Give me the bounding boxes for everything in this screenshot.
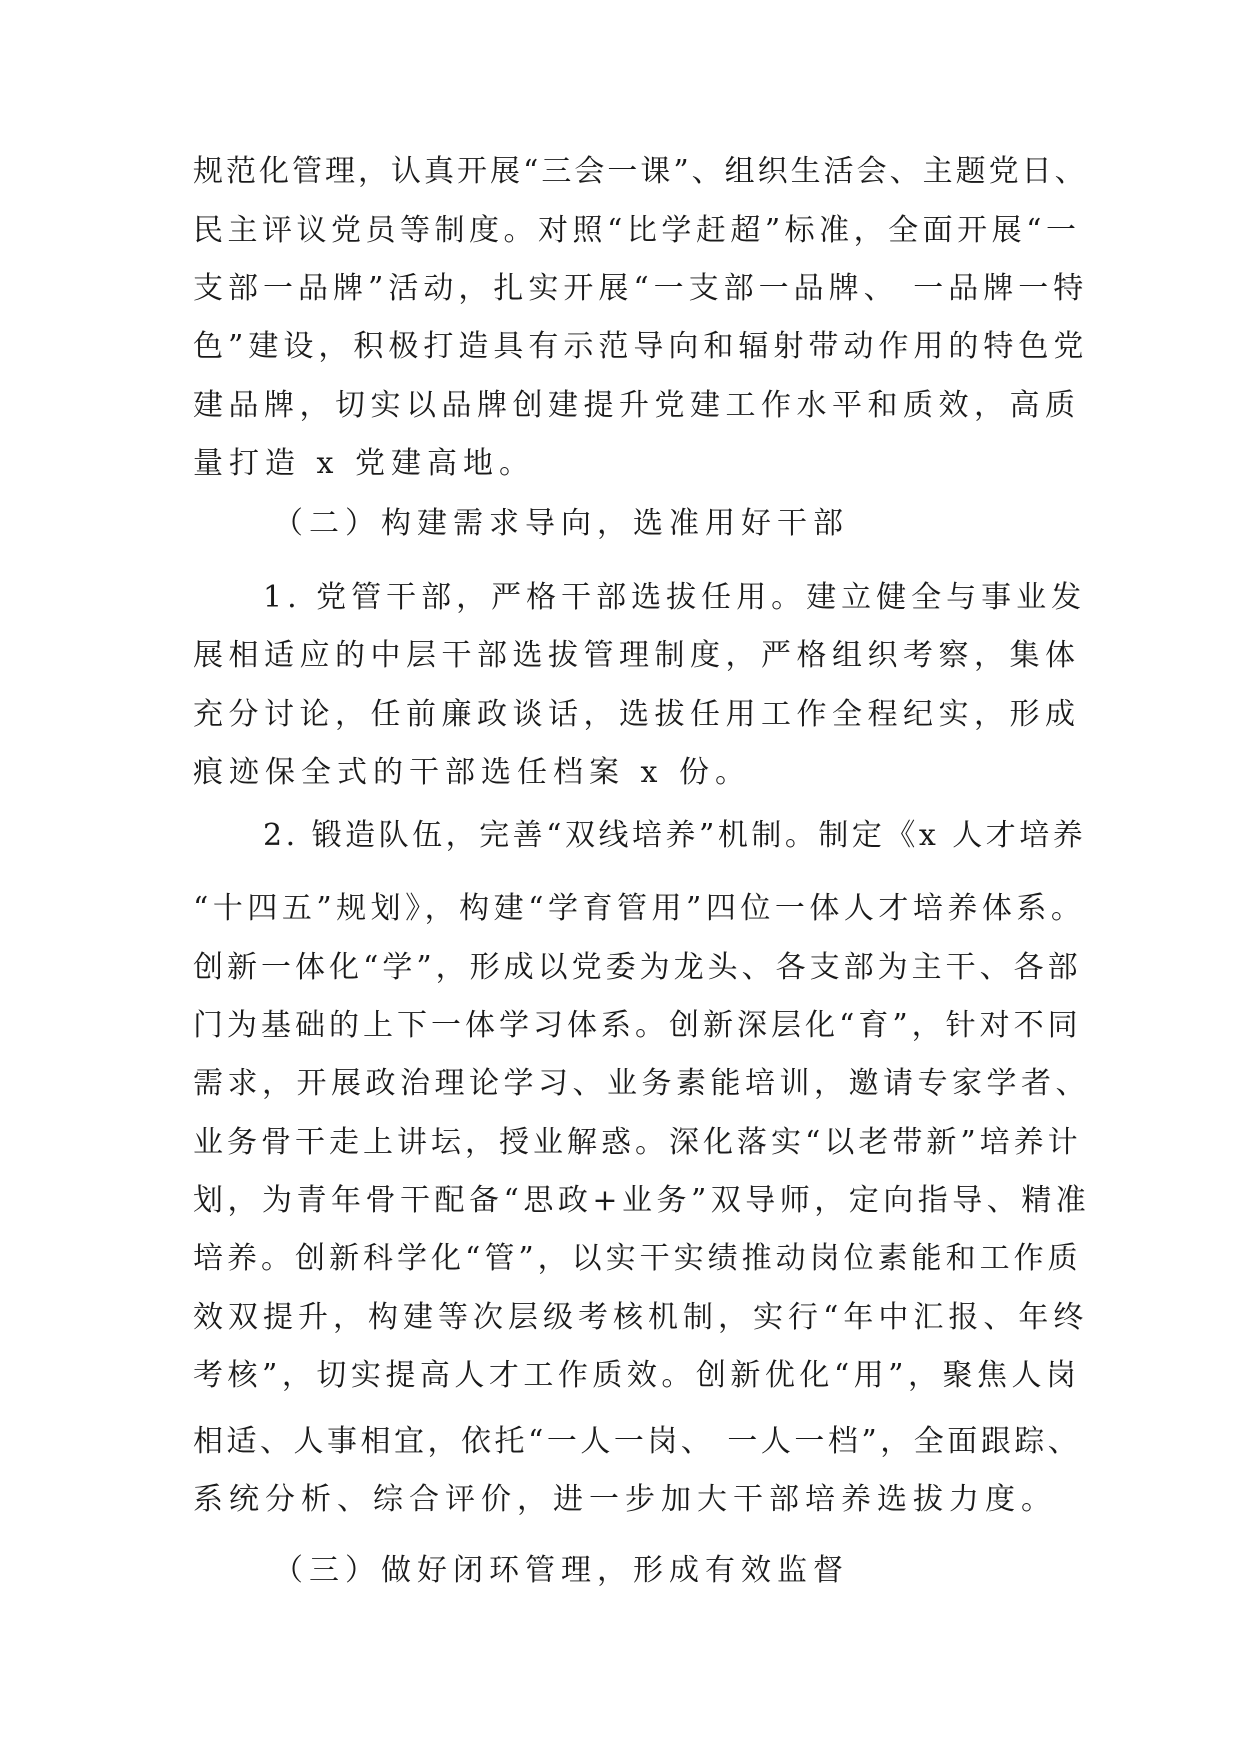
body-text-line: 业务骨干走上讲坛，授业解惑。深化落实“以老带新”培养计 — [193, 1125, 1082, 1160]
body-text-line: 色”建设，积极打造具有示范导向和辐射带动作用的特色党 — [193, 329, 1089, 364]
body-text-line: 2. 锻造队伍，完善“双线培养”机制。制定《x 人才培养 — [263, 818, 1087, 853]
body-text-line: 1. 党管干部，严格干部选拔任用。建立健全与事业发 — [263, 580, 1087, 615]
body-text-line: 创新一体化“学”，形成以党委为龙头、各支部为主干、各部 — [193, 950, 1082, 985]
body-text-line: 民主评议党员等制度。对照“比学赶超”标准，全面开展“一 — [193, 213, 1081, 248]
body-text-line: 系统分析、综合评价，进一步加大干部培养选拔力度。 — [193, 1482, 1057, 1517]
section-heading: （三）做好闭环管理，形成有效监督 — [273, 1553, 849, 1588]
body-text-line: 相适、人事相宜，依托“一人一岗、 一人一档”，全面跟踪、 — [193, 1424, 1082, 1459]
body-text-line: 支部一品牌”活动，扎实开展“一支部一品牌、 一品牌一特 — [193, 271, 1089, 306]
body-text-line: 门为基础的上下一体学习体系。创新深层化“育”，针对不同 — [193, 1008, 1082, 1043]
section-heading: （二）构建需求导向，选准用好干部 — [273, 506, 849, 541]
body-text-line: 规范化管理，认真开展“三会一课”、组织生活会、主题党日、 — [193, 154, 1088, 189]
body-text-line: 痕迹保全式的干部选任档案 x 份。 — [193, 755, 751, 790]
body-text-line: 充分讨论，任前廉政谈话，选拔任用工作全程纪实，形成 — [193, 697, 1081, 732]
body-text-line: 效双提升，构建等次层级考核机制，实行“年中汇报、年终 — [193, 1300, 1089, 1335]
body-text-line: 量打造 x 党建高地。 — [193, 446, 535, 481]
body-text-line: 建品牌，切实以品牌创建提升党建工作水平和质效，高质 — [193, 388, 1081, 423]
body-text-line: 需求，开展政治理论学习、业务素能培训，邀请专家学者、 — [193, 1066, 1090, 1101]
body-text-line: 考核”，切实提高人才工作质效。创新优化“用”，聚焦人岗 — [193, 1358, 1081, 1393]
body-text-line: “十四五”规划》，构建“学育管用”四位一体人才培养体系。 — [193, 891, 1086, 926]
body-text-line: 培养。创新科学化“管”，以实干实绩推动岗位素能和工作质 — [193, 1241, 1082, 1276]
body-text-line: 划，为青年骨干配备“思政+业务”双导师，定向指导、精准 — [193, 1183, 1091, 1218]
body-text-line: 展相适应的中层干部选拔管理制度，严格组织考察，集体 — [193, 638, 1081, 673]
